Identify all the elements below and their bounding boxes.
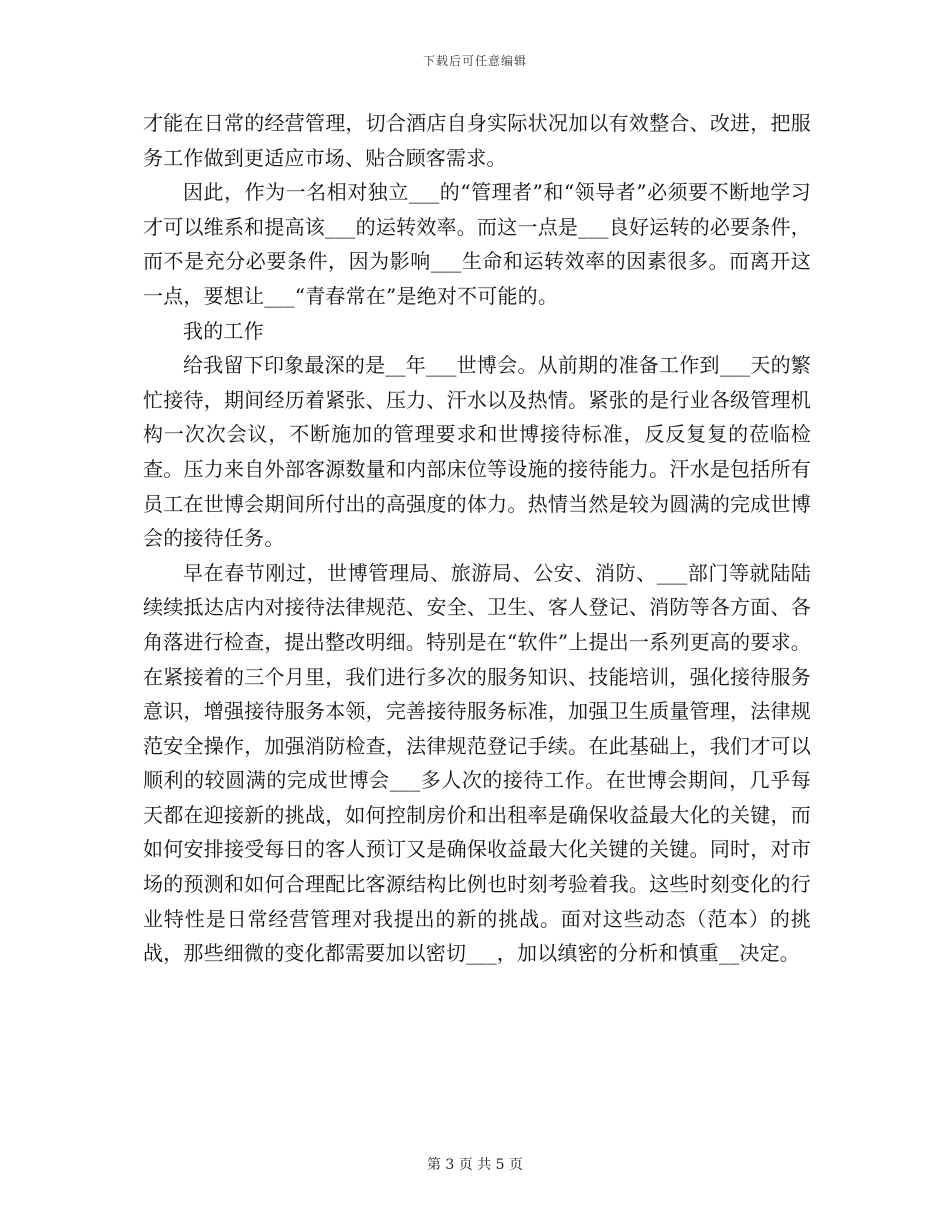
document-body xyxy=(143,106,811,971)
paragraph-3: 给我留下印象最深的是__年___世博会。从前期的准备工作到___天的繁忙接待，期间经历着紧张、压力、汗水以及热情。紧张的是行业各级管理机构一次次会议，不断施加的管理要求和世博接待标准，反反复复的莅临检查。压力来自外部客源数量和内部床位等设施的接待能力。汗水是包括所有员工在世博会期间所付出的高强度的体力。热情当然是较为圆满的完成世博会的接待任务。 xyxy=(143,353,811,551)
page-header: 下载后可任意编辑 xyxy=(422,54,527,68)
paragraph-4: 早在春节刚过，世博管理局、旅游局、公安、消防、___部门等就陆陆续续抵达店内对接待法律规范、安全、卫生、客人登记、消防等各方面、各角落进行检查，提出整改明细。特别是在“软件”上提出一系列更高的要求。在紧接着的三个月里，我们进行多次的服务知识、技能培训，强化接待服务意识，增强接待服务本领，完善接待服务标准，加强卫生质量管理，法律规范安全操作，加强消防检查，法律规范登记手续。在此基础上，我们才可以顺利的较圆满的完成世博会___多人次的接待工作。在世博会期间，几乎每天都在迎接新的挑战，如何控制房价和出租率是确保收益最大化的关键，而如何安排接受每日的客人预订又是确保收益最大化关键的关键。同时，对市场的预测和如何合理配比客源结构比例也时刻考验着我。这些时刻变化的行业特性是日常经营管理对我提出的新的挑战。面对这些动态（范本）的挑战，那些细微的变化都需要加以密切___，加以缜密的分析和慎重__决定。 xyxy=(143,560,811,966)
paragraph-2: 因此，作为一名相对独立___的“管理者”和“领导者”必须要不断地学习才可以维系和提高该___的运转效率。而这一点是___良好运转的必要条件，而不是充分必要条件，因为影响___生命和运转效率的因素很多。而离开这一点，要想让___“青春常在”是绝对不可能的。 xyxy=(143,180,811,308)
paragraph-1: 才能在日常的经营管理，切合酒店自身实际状况加以有效整合、改进，把服务工作做到更适应市场、贴合顾客需求。 xyxy=(143,111,811,170)
page-footer: 第 3 页 共 5 页 xyxy=(426,1157,524,1173)
section-heading: 我的工作 xyxy=(183,318,264,343)
